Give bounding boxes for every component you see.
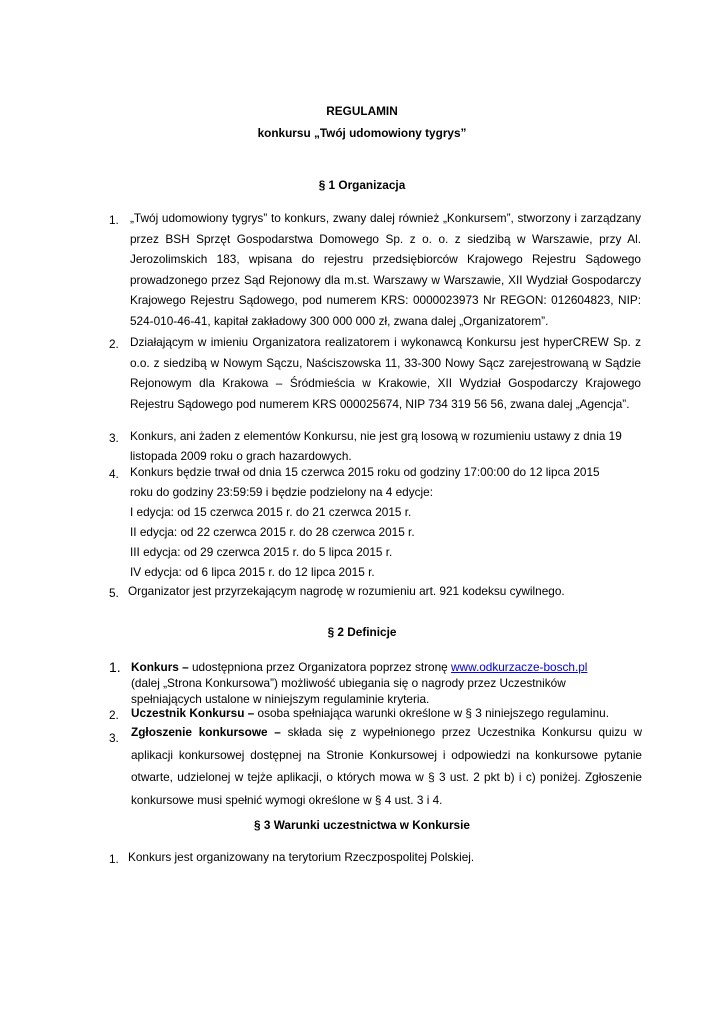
document-title: REGULAMIN [326,104,398,118]
section2-item2-definition: osoba spełniająca warunki określone w § 3 niniejszego regulaminu. [257,706,610,720]
section1-item1-text: „Twój udomowiony tygrys” to konkurs, zwany dalej również „Konkursem”, stworzony i zarządzany przez BSH Sprzęt Gospodarstwa Domowego Sp. z o. o. z siedzibą w Warszawie, przy Al. Jerozolimskich 183, wpisana do rejestru przedsiębiorców Krajowego Rejestru Sądowego prowadzonego przez Sąd Rejonowy dla m.st. Warszawy w Warszawie, XII Wydział Gospodarczy Krajowego Rejestru Sądowego, pod numerem KRS: 0000023973 Nr REGON: 012604823, NIP: 524-010-46-41, kapitał zakładowy 300 000 000 zł, zwana dalej „Organizatorem”. [130,211,641,328]
section1-item4-text [130,462,600,582]
section1-item5-number: 5. [109,586,119,600]
section1-item3-text [130,426,622,466]
section1-item5-text: Organizator jest przyrzekającym nagrodę w rozumieniu art. 921 kodeksu cywilnego. [128,584,565,598]
section2-item1-term: Konkurs – [131,660,189,674]
section2-item1-intro: udostępniona przez Organizatora poprzez stronę [191,660,448,674]
section2-item3-number: 3. [109,731,119,745]
section2-item1-line: spełniających ustalone w niniejszym regulaminie kryteria. [131,692,430,706]
section2-heading: § 2 Definicje [327,625,397,639]
section1-item3-number: 3. [109,431,119,445]
section2-item3-text [131,721,642,811]
section2-item2-term: Uczestnik Konkursu – [131,706,255,720]
section2-item1-line: (dalej „Strona Konkursowa”) możliwość ubiegania się o nagrody przez Uczestników [131,676,566,690]
section1-item3-line: Konkurs, ani żaden z elementów Konkursu, nie jest grą losową w rozumieniu ustawy z dnia 19 [130,429,622,443]
section1-item4-line: I edycja: od 15 czerwca 2015 r. do 21 czerwca 2015 r. [130,505,412,519]
section1-heading: § 1 Organizacja [318,178,406,192]
document-subtitle: konkursu „Twój udomowiony tygrys” [257,126,467,140]
section2-item2-number: 2. [109,708,119,722]
section1-item4-line: III edycja: od 29 czerwca 2015 r. do 5 lipca 2015 r. [130,545,393,559]
section2-item1-number: 1. [109,659,121,675]
section2-item1-text [131,659,587,707]
section1-item2-text: Działającym w imieniu Organizatora realizatorem i wykonawcą Konkursu jest hyperCREW Sp. z o.o. z siedzibą w Nowym Sączu, Naściszowska 11, 33-300 Nowy Sącz zarejestrowaną w Sądzie Rejonowym dla Krakowa – Śródmieścia w Krakowie, XII Wydział Gospodarczy Krajowego Rejestru Sądowego pod numerem KRS 000025674, NIP 734 319 56 56, zwana dalej „Agencja”. [130,335,641,411]
section3-item1-text: Konkurs jest organizowany na terytorium Rzeczpospolitej Polskiej. [128,850,475,864]
section1-item4-line: IV edycja: od 6 lipca 2015 r. do 12 lipca 2015 r. [130,565,375,579]
section1-item1-number: 1. [109,213,119,227]
section1-item2-number: 2. [109,337,119,351]
section1-item4-line: II edycja: od 22 czerwca 2015 r. do 28 czerwca 2015 r. [130,525,415,539]
section3-item1-number: 1. [109,852,119,866]
section1-item3-line: listopada 2009 roku o grach hazardowych. [130,449,352,463]
website-link[interactable]: www.odkurzacze-bosch.pl [451,660,588,674]
section2-item3-term: Zgłoszenie konkursowe – [131,725,281,739]
section1-item4-line: Konkurs będzie trwał od dnia 15 czerwca 2015 roku od godziny 17:00:00 do 12 lipca 2015 [130,465,600,479]
section3-heading: § 3 Warunki uczestnictwa w Konkursie [254,818,470,832]
section1-item4-number: 4. [109,467,119,481]
section2-item3-definition: składa się z wypełnionego przez Uczestnika Konkursu quizu w aplikacji konkursowej dostępnej na Stronie Konkursowej i odpowiedzi na konkursowe pytanie otwarte, udzielonej w tejże aplikacji, o których mowa w § 3 ust. 2 pkt b) i c) poniżej. Zgłoszenie konkursowe musi spełnić wymogi określone w § 4 ust. 3 i 4. [131,725,643,807]
section1-item4-line: roku do godziny 23:59:59 i będzie podzielony na 4 edycje: [130,485,433,499]
